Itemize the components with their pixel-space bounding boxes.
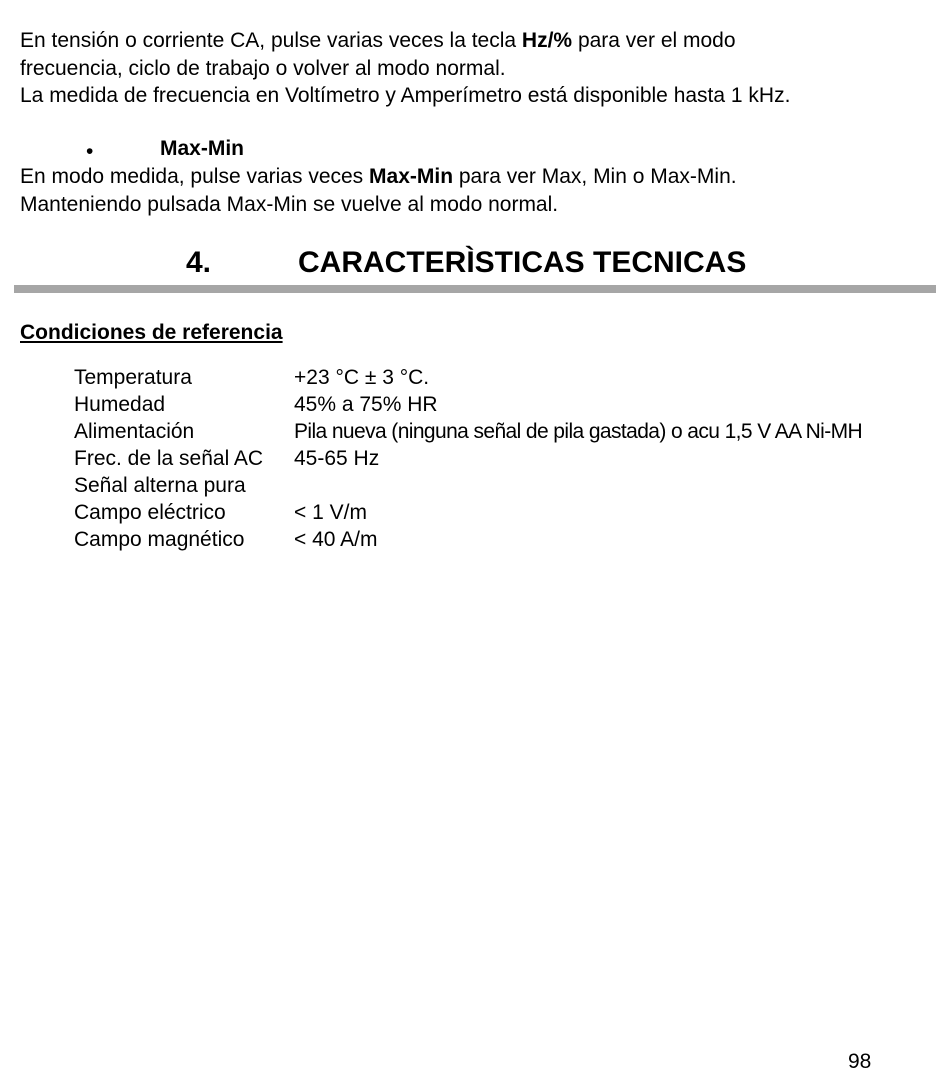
bullet-icon: • xyxy=(86,140,94,163)
section-number: 4. xyxy=(186,246,212,279)
spec-value-magnetic-field: < 40 A/m xyxy=(294,528,378,551)
spec-label-temperature: Temperatura xyxy=(74,366,192,389)
maxmin-key-label: Max-Min xyxy=(369,165,454,188)
spec-label-humidity: Humedad xyxy=(74,393,166,416)
reference-conditions-heading: Condiciones de referencia xyxy=(20,321,283,344)
spec-value-temperature: +23 °C ± 3 °C. xyxy=(294,366,430,389)
page-number: 98 xyxy=(848,1050,872,1073)
spec-label-magnetic-field: Campo magnético xyxy=(74,528,245,551)
section-title: CARACTERÌSTICAS TECNICAS xyxy=(298,246,747,279)
spec-value-power: Pila nueva (ninguna señal de pila gastada) o acu 1,5 V AA Ni-MH xyxy=(294,420,863,443)
intro-line-1-text-end: para ver el modo xyxy=(572,29,736,52)
intro-line-3: La medida de frecuencia en Voltímetro y Amperímetro está disponible hasta 1 kHz. xyxy=(20,84,791,107)
spec-label-pure-ac: Señal alterna pura xyxy=(74,474,246,497)
spec-value-electric-field: < 1 V/m xyxy=(294,501,367,524)
bullet-heading: Max-Min xyxy=(160,137,244,160)
maxmin-line-1 xyxy=(20,163,737,190)
hz-percent-key-label: Hz/% xyxy=(521,29,573,52)
intro-line-1-text: En tensión o corriente CA, pulse varias veces la tecla xyxy=(20,29,522,52)
spec-value-ac-frequency: 45-65 Hz xyxy=(294,447,380,470)
spec-label-ac-frequency: Frec. de la señal AC xyxy=(74,447,264,470)
maxmin-line-2: Manteniendo pulsada Max-Min se vuelve al modo normal. xyxy=(20,193,559,216)
spec-value-humidity: 45% a 75% HR xyxy=(294,393,438,416)
intro-line-2: frecuencia, ciclo de trabajo o volver al modo normal. xyxy=(20,57,506,80)
maxmin-line-1-text-end: para ver Max, Min o Max-Min. xyxy=(453,165,737,188)
spec-label-power: Alimentación xyxy=(74,420,195,443)
section-divider xyxy=(14,285,936,293)
intro-line-1 xyxy=(20,27,736,54)
spec-label-electric-field: Campo eléctrico xyxy=(74,501,226,524)
maxmin-line-1-text: En modo medida, pulse varias veces xyxy=(20,165,370,188)
